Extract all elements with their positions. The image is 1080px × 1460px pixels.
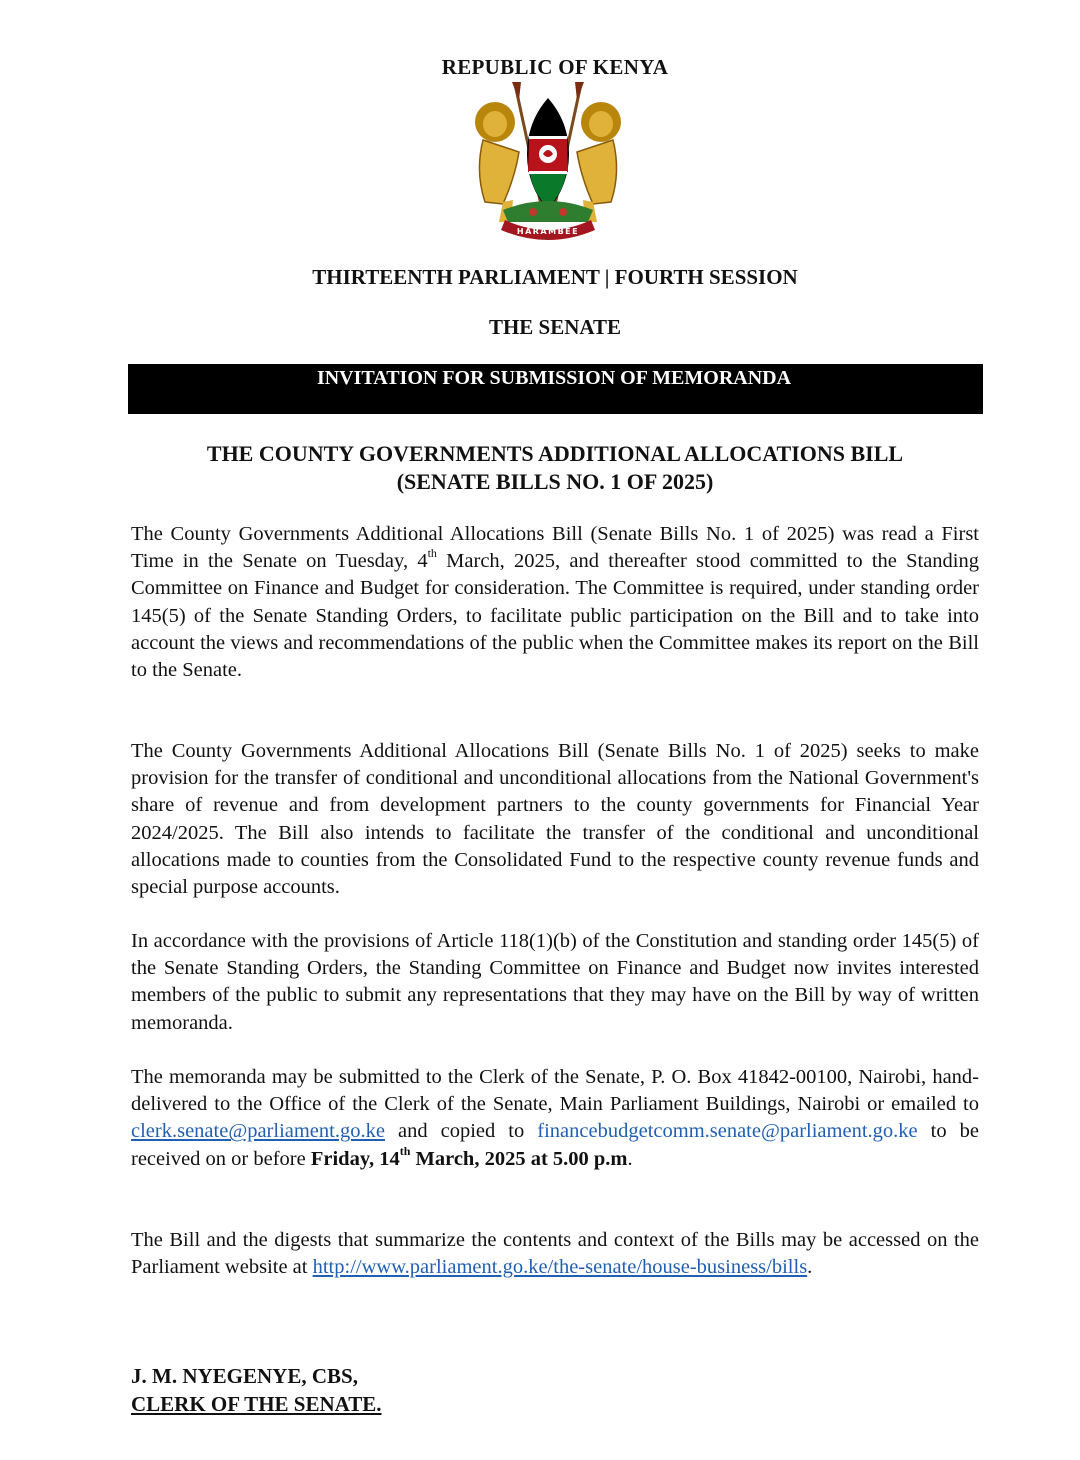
bill-title-line2: (SENATE BILLS NO. 1 OF 2025) <box>396 469 714 494</box>
invitation-banner-text: INVITATION FOR SUBMISSION OF MEMORANDA <box>316 367 792 389</box>
deadline-text <box>310 1143 628 1170</box>
deadline-text-a: Friday, 14 <box>310 1147 400 1170</box>
signatory-title: CLERK OF THE SENATE. <box>131 1392 382 1416</box>
paragraph-bill-purpose: The County Governments Additional Allocations Bill (Senate Bills No. 1 of 2025) seeks to make provision for the transfer of conditional and unconditional allocations from the National Government's share of revenue and from development partners to the county governments for Financial Year 2024/2025. The Bill also intends to facilitate the transfer of the conditional and unconditional allocations made to counties from the Consolidated Fund to the respective county revenue funds and special purpose accounts. <box>131 740 979 899</box>
bill-title <box>0 440 1080 496</box>
house-heading: THE SENATE <box>488 315 622 339</box>
emblem-motto-text: HARAMBEE <box>516 227 580 236</box>
p1-superscript: th <box>427 546 437 561</box>
bill-title-line1: THE COUNTY GOVERNMENTS ADDITIONAL ALLOCATIONS BILL <box>206 441 904 466</box>
paragraph-submission-details <box>131 1064 979 1173</box>
paragraph-website-access <box>131 1227 979 1281</box>
invitation-banner <box>128 364 983 414</box>
parliament-website-link[interactable]: http://www.parliament.go.ke/the-senate/house-business/bills <box>312 1256 808 1279</box>
p4-text-c: to be received on or before <box>131 1120 979 1170</box>
p4-text-a: The memoranda may be submitted to the Clerk of the Senate, P. O. Box 41842-00100, Nairobi, hand-delivered to the Office of the Clerk of the Senate, Main Parliament Buildings, Nairobi or emailed to <box>131 1066 979 1116</box>
republic-heading: REPUBLIC OF KENYA <box>441 55 669 79</box>
paragraph-invitation: In accordance with the provisions of Article 118(1)(b) of the Constitution and standing order 145(5) of the Senate Standing Orders, the Standing Committee on Finance and Budget now invites interested members of the public to submit any representations that they may have on the Bill by way of written memoranda. <box>131 930 979 1034</box>
paragraph-first-reading <box>131 521 979 684</box>
parliament-session-heading: THIRTEENTH PARLIAMENT | FOURTH SESSION <box>312 265 798 289</box>
committee-email-link[interactable]: financebudgetcomm.senate@parliament.go.ke <box>537 1120 918 1143</box>
signatory-name: J. M. NYEGENYE, CBS, <box>131 1364 358 1388</box>
p1-text-a: The County Governments Additional Allocations Bill (Senate Bills No. 1 of 2025) was read a First Time in the Senate on Tuesday, 4 <box>131 523 979 573</box>
p4-text-b: and copied to <box>384 1120 538 1143</box>
deadline-text-b: March, 2025 at 5.00 p.m <box>410 1147 628 1170</box>
p4-text-d: . <box>627 1147 633 1170</box>
p1-text-b: March, 2025, and thereafter stood committed to the Standing Committee on Finance and Budget for consideration. The Committee is required, under standing order 145(5) of the Senate Standing Orders, to facilitate public participation on the Bill and to take into account the views and recommendations of the public when the Committee makes its report on the Bill to the Senate. <box>131 550 980 682</box>
p5-text-a: The Bill and the digests that summarize the contents and context of the Bills may be accessed on the Parliament website at <box>131 1229 979 1279</box>
clerk-email-link[interactable]: clerk.senate@parliament.go.ke <box>131 1120 385 1143</box>
coat-of-arms-emblem <box>463 82 633 242</box>
signature-block <box>131 1362 382 1418</box>
deadline-superscript: th <box>399 1143 411 1158</box>
p5-text-b: . <box>807 1256 813 1279</box>
